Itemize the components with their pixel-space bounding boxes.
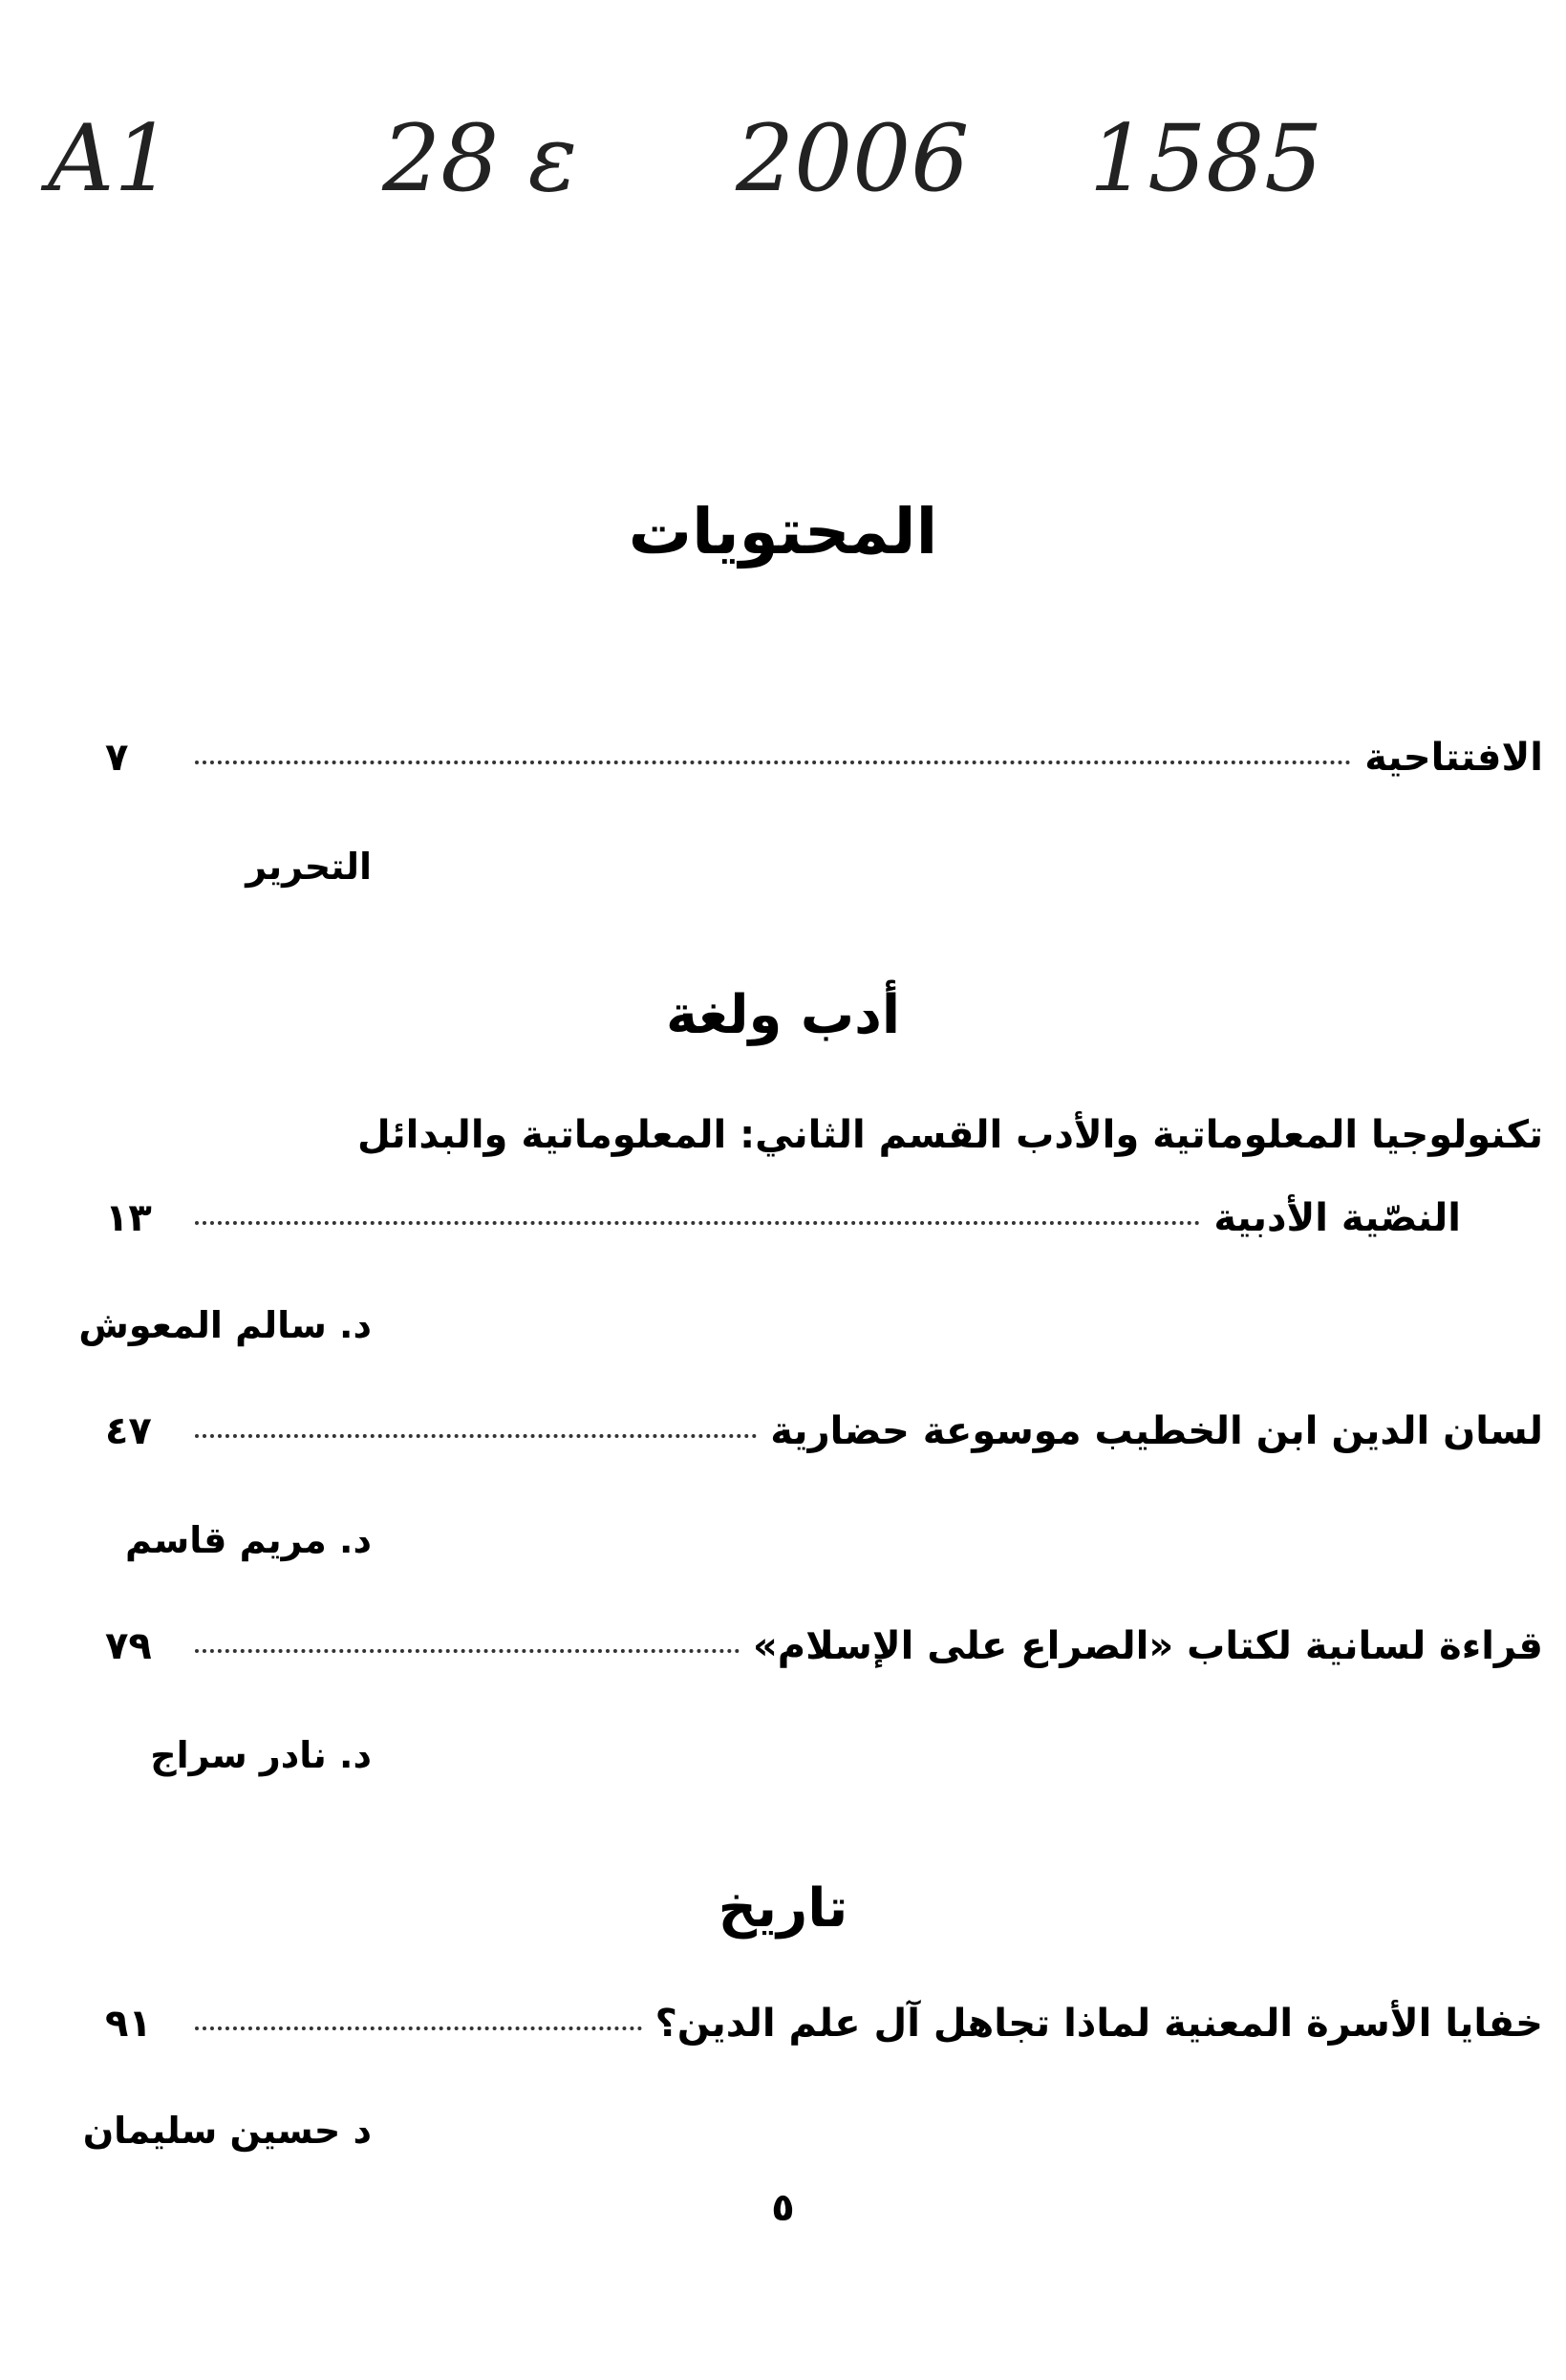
toc-entry-author: د. سالم المعوش <box>78 1304 372 1346</box>
handwritten-note-number: 1585 <box>1089 105 1323 212</box>
toc-entry-page: ٧٩ <box>105 1624 152 1668</box>
handwritten-note-year: 2006 <box>736 105 970 212</box>
toc-dot-leader <box>195 1649 740 1653</box>
toc-entry-4 <box>105 2002 1543 2046</box>
toc-entry-editorial <box>105 736 1543 780</box>
toc-entry-3 <box>105 1624 1543 1668</box>
toc-entry-title: لسان الدين ابن الخطيب موسوعة حضارية <box>770 1409 1543 1453</box>
toc-dot-leader <box>195 2026 642 2030</box>
toc-entry-author: التحرير <box>246 846 372 888</box>
toc-entry-title: الافتتاحية <box>1364 736 1543 780</box>
toc-entry-1 <box>105 1196 1461 1240</box>
toc-dot-leader <box>195 761 1351 764</box>
page-title: المحتويات <box>628 495 938 568</box>
toc-entry-page: ٩١ <box>105 2002 152 2046</box>
toc-entry-title-line1: تكنولوجيا المعلوماتية والأدب القسم الثاني: المعلوماتية والبدائل <box>356 1113 1543 1157</box>
toc-entry-page: ١٣ <box>105 1196 152 1240</box>
page-number: ٥ <box>771 2186 795 2230</box>
handwritten-note-28e: 28 ε <box>382 105 578 212</box>
section-heading-literature: أدب ولغة <box>665 984 901 1046</box>
toc-entry-title: النصّية الأدبية <box>1213 1196 1461 1240</box>
toc-entry-title: خفايا الأسرة المعنية لماذا تجاهل آل علم الدين؟ <box>654 2002 1543 2046</box>
toc-dot-leader <box>195 1434 757 1438</box>
handwritten-note-a1: A1 <box>48 105 173 212</box>
toc-entry-author: د. مريم قاسم <box>125 1519 372 1561</box>
toc-entry-page: ٧ <box>105 736 129 780</box>
toc-entry-author: د. نادر سراج <box>150 1734 372 1776</box>
toc-entry-2 <box>105 1409 1543 1453</box>
toc-entry-author: د حسين سليمان <box>82 2110 372 2152</box>
section-heading-history: تاريخ <box>718 1877 848 1940</box>
toc-entry-page: ٤٧ <box>105 1409 152 1453</box>
handwritten-shelfmark <box>48 105 1385 210</box>
toc-dot-leader <box>195 1221 1200 1225</box>
toc-entry-title: قراءة لسانية لكتاب «الصراع على الإسلام» <box>752 1624 1543 1668</box>
